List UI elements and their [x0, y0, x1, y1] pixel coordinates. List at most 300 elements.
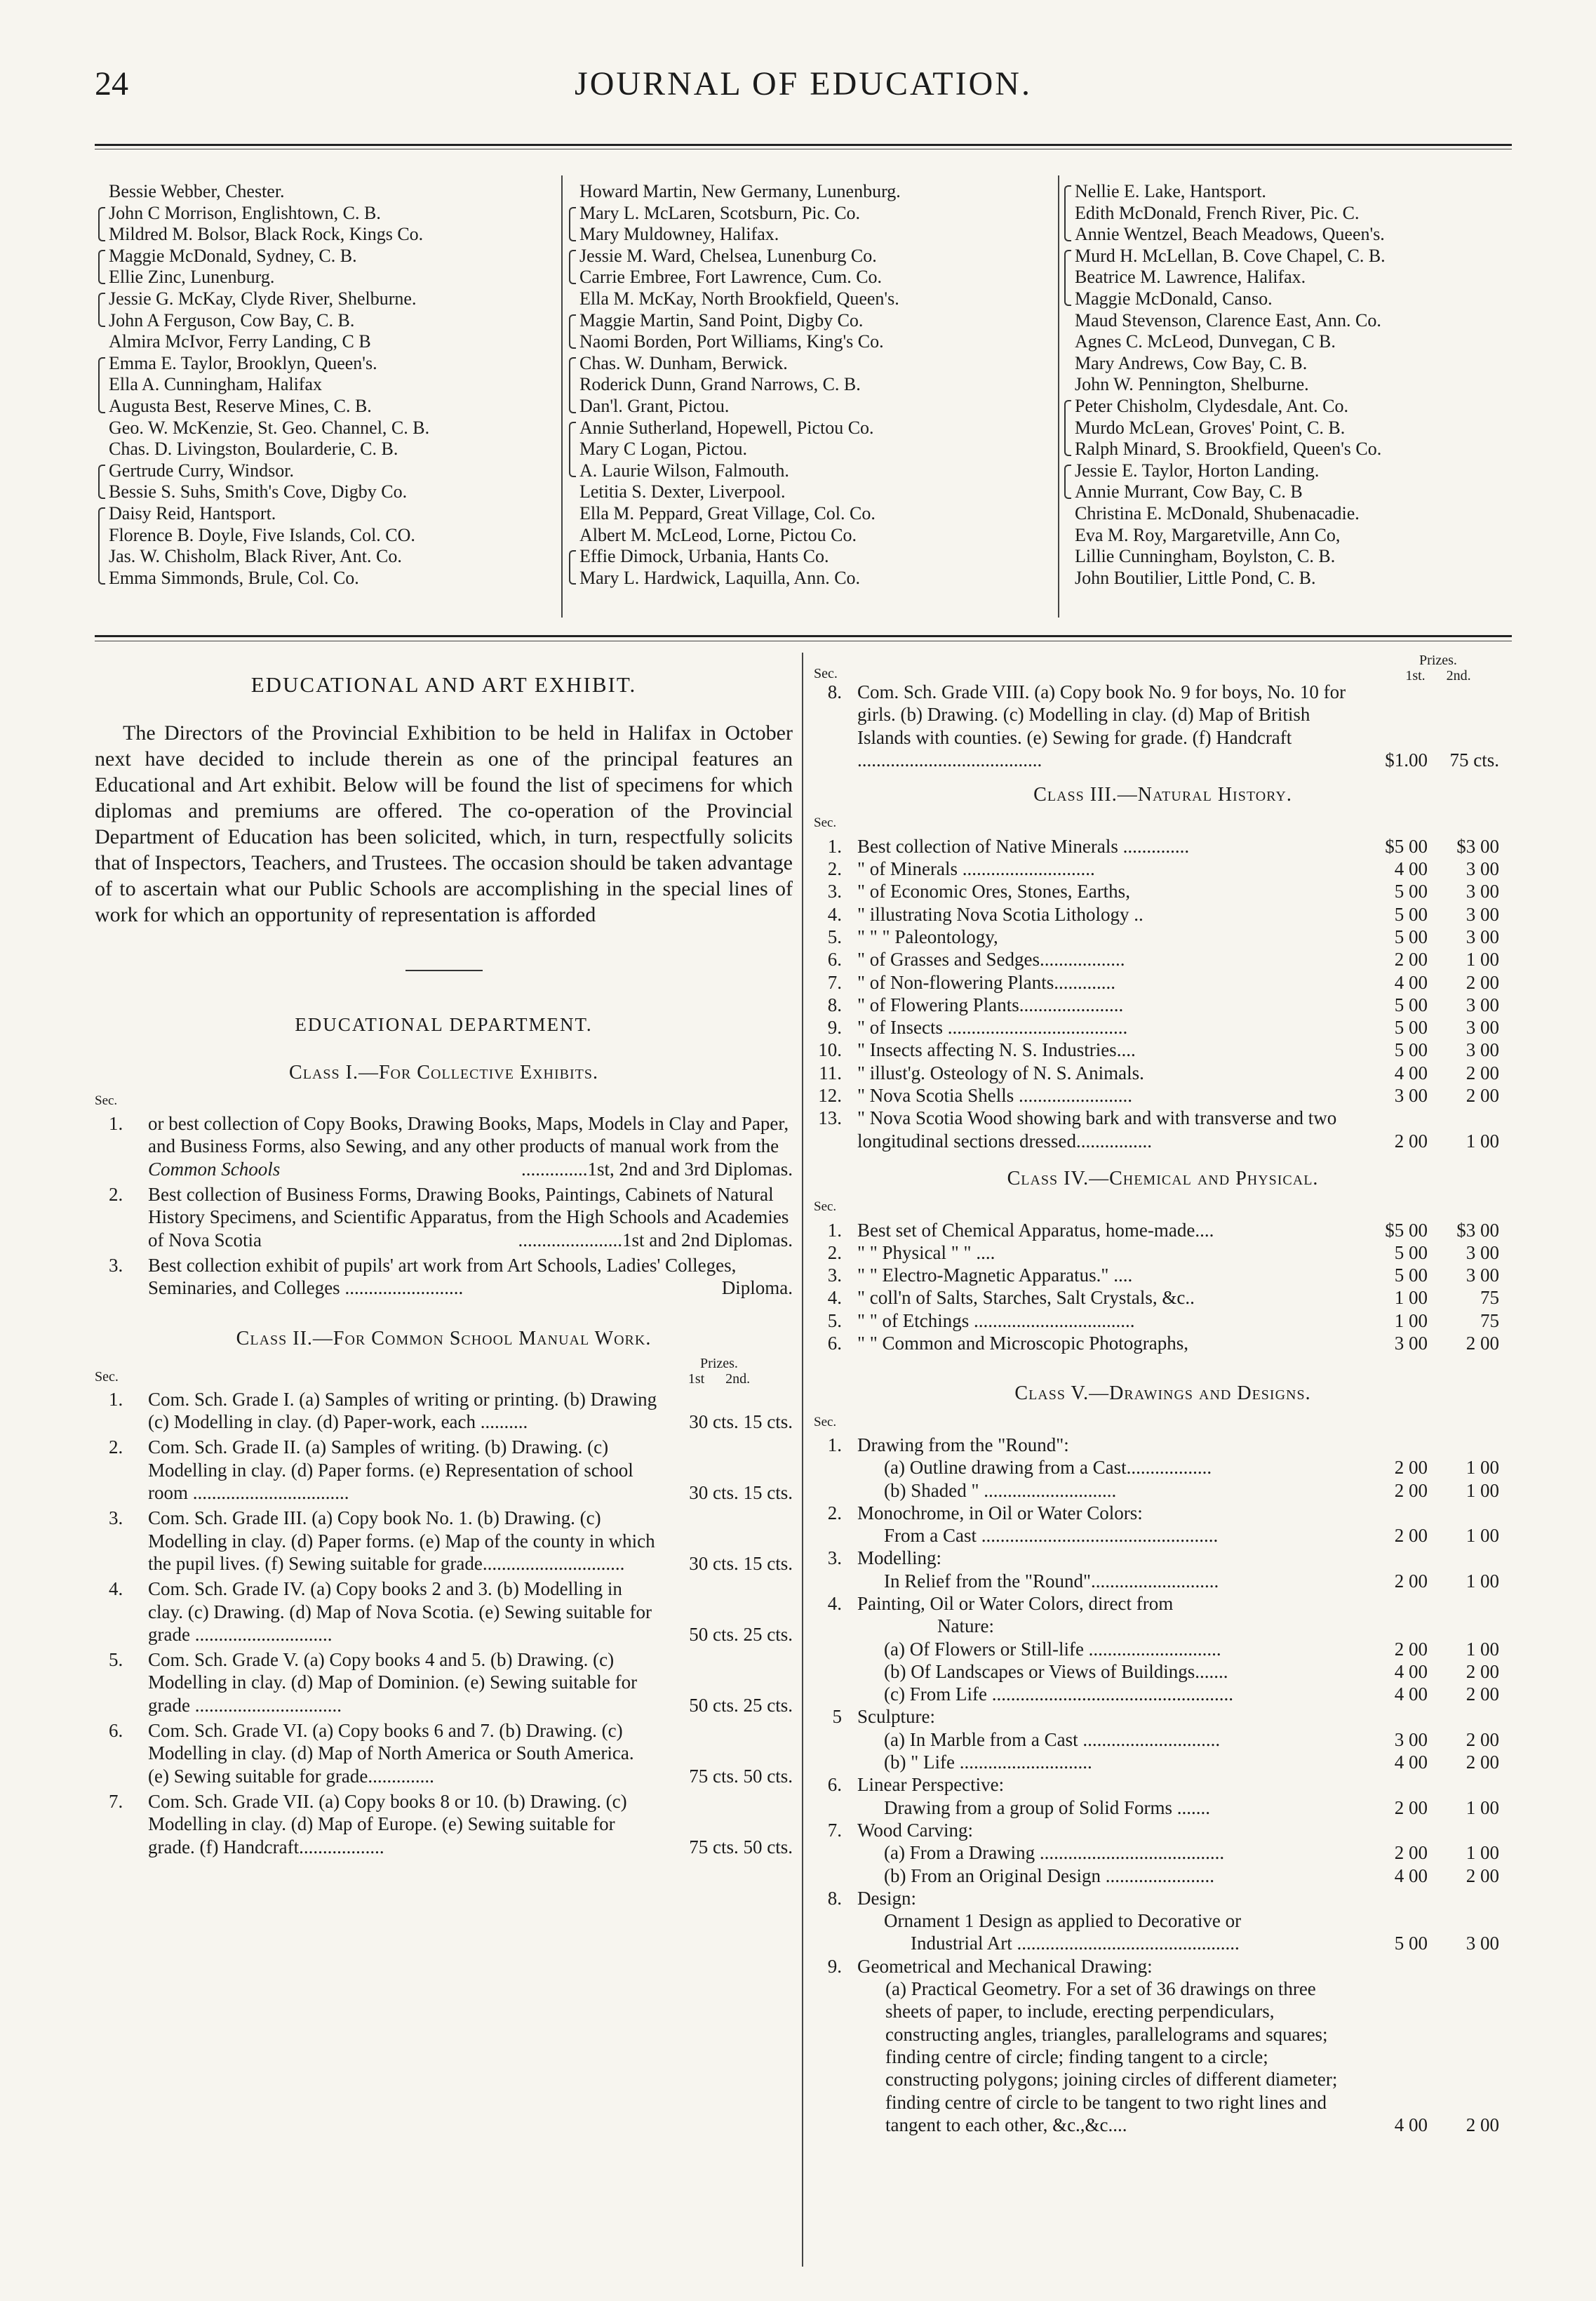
class-5-row — [814, 1841, 1512, 1864]
entry-text: Com. Sch. Grade III. (a) Copy book No. 1. (b) Drawing. (c) Modelling in clay. (d) Paper forms. (e) Map of the county in which the pupil lives. (f) Sewing suitable for grade.............................. — [148, 1507, 655, 1574]
entry-prize: ..............1st, 2nd and 3rd Diplomas. — [521, 1158, 793, 1180]
class-4-row — [814, 1309, 1512, 1332]
class-5-row — [814, 1819, 1512, 1841]
name-entry: Jas. W. Chisholm, Black River, Ant. Co. — [109, 546, 402, 567]
class-5-row — [814, 1728, 1512, 1751]
row-prize-1: 4 00 — [1394, 971, 1428, 993]
row-prize-2: 2 00 — [1466, 1333, 1499, 1354]
row-number: 9. — [827, 1955, 842, 1977]
class-5-row — [814, 1502, 1512, 1524]
row-description: Nature: — [937, 1615, 994, 1637]
row-prize-2: 3 00 — [1466, 858, 1499, 880]
section-8-text: Com. Sch. Grade VIII. (a) Copy book No. 9 for boys, No. 10 for girls. (b) Drawing. (c) Modelling in clay. (d) Map of British Islands with counties. (e) Sewing for grade. (f) Handcraft ....................................... — [857, 681, 1346, 771]
row-number: 4. — [827, 1592, 842, 1614]
class-5-list — [814, 1434, 1512, 1977]
section-8-entry — [814, 681, 1512, 771]
class-5-row — [814, 1751, 1512, 1773]
name-entry: Bessie S. Suhs, Smith's Cove, Digby Co. — [109, 481, 408, 502]
row-prize-2: 3 00 — [1466, 1241, 1499, 1263]
row-prize-2: 3 00 — [1466, 926, 1499, 947]
row-description: (a) From a Drawing ....................................... — [884, 1842, 1225, 1864]
name-entry: Emma E. Taylor, Brooklyn, Queen's. — [109, 352, 377, 373]
row-prize-1: 3 00 — [1394, 1728, 1428, 1750]
row-prize-1: 4 00 — [1394, 858, 1428, 880]
class-5-row — [814, 1524, 1512, 1547]
intro-paragraph: The Directors of the Provincial Exhibition to be held in Halifax in October next have decided to include therein as one of the principal features an Educational and Art exhibit. Below will be found the list of specimens for which diplomas and premiums are offered. The co-operation of the Provincial Department of Education has been solicited, which, in turn, respectfully solicits that of Inspectors, Teachers, and Trustees. The occasion should be taken advantage of to ascertain what our Public Schools are accomplishing in the special lines of work for which an opportunity of representation is afforded — [95, 721, 793, 927]
entry-number: 4. — [109, 1578, 123, 1600]
section-8-prize-1: $1.00 — [1385, 749, 1428, 771]
section-9a-prize-2: 2 00 — [1466, 2114, 1499, 2135]
right-prize-cols: 1st. 2nd. — [1405, 668, 1471, 683]
name-entry: Mary L. McLaren, Scotsburn, Pic. Co. — [579, 202, 861, 223]
name-entry: Jessie G. McKay, Clyde River, Shelburne. — [109, 288, 417, 309]
row-description: (b) Shaded " ............................ — [884, 1479, 1117, 1501]
class-2-prizes-label: Prizes. — [700, 1355, 738, 1371]
entry-number: 7. — [109, 1790, 123, 1812]
right-column-header — [814, 653, 1512, 681]
class-4-title: Class IV.—Chemical and Physical. — [1007, 1167, 1319, 1189]
name-entry: Ella M. Peppard, Great Village, Col. Co. — [579, 502, 876, 523]
names-separator-2 — [1058, 175, 1059, 618]
name-group — [567, 203, 1051, 246]
class-2-entry — [95, 1507, 793, 1575]
name-entry: Mary Andrews, Cow Bay, C. B. — [1075, 352, 1308, 373]
page-header — [95, 65, 1512, 114]
row-description: " of Economic Ores, Stones, Earths, — [857, 881, 1130, 902]
class-5-row — [814, 1434, 1512, 1456]
name-entry: Agnes C. McLeod, Dunvegan, C B. — [1075, 331, 1336, 352]
name-entry: Maggie Martin, Sand Point, Digby Co. — [579, 309, 864, 331]
row-number: 2. — [827, 1241, 842, 1263]
section-8-number: 8. — [827, 681, 842, 702]
class-3-title: Class III.—Natural History. — [1033, 784, 1292, 806]
name-entry: Daisy Reid, Hantsport. — [109, 502, 276, 523]
name-group — [1062, 181, 1511, 246]
row-prize-2: 2 00 — [1466, 1752, 1499, 1773]
row-number: 5 — [832, 1706, 842, 1728]
name-entry: Annie Sutherland, Hopewell, Pictou Co. — [579, 417, 874, 438]
entry-prize: 50 cts. 25 cts. — [689, 1623, 793, 1645]
class-3-row — [814, 903, 1512, 926]
class-2-list — [95, 1388, 793, 1858]
name-entry: John A Ferguson, Cow Bay, C. B. — [109, 309, 355, 331]
right-sec-label: Sec. — [814, 666, 838, 681]
row-description: Drawing from the "Round": — [857, 1434, 1069, 1455]
row-number: 6. — [827, 1774, 842, 1796]
row-prize-2: 75 — [1480, 1309, 1499, 1331]
class-1-list — [95, 1112, 793, 1299]
name-entry: Annie Murrant, Cow Bay, C. B — [1075, 481, 1303, 502]
right-prizes-header — [1379, 653, 1498, 683]
class-3-row — [814, 1016, 1512, 1039]
page-number: 24 — [95, 65, 128, 102]
names-column-2 — [567, 181, 1051, 589]
class-4-row — [814, 1264, 1512, 1286]
row-prize-2: 1 00 — [1466, 949, 1499, 971]
entry-text: Com. Sch. Grade VII. (a) Copy books 8 or 10. (b) Drawing. (c) Modelling in clay. (d) Map of Europe. (e) Sewing suitable for grade. (f) Handcraft.................. — [148, 1790, 627, 1858]
class-4-list — [814, 1219, 1512, 1355]
row-number: 7. — [827, 1819, 842, 1841]
name-entry: Roderick Dunn, Grand Narrows, C. B. — [579, 374, 861, 395]
row-number: 6. — [827, 1333, 842, 1354]
class-5-sec-label: Sec. — [814, 1414, 837, 1429]
row-description: (c) From Life ................................................... — [884, 1683, 1233, 1705]
entry-number: 5. — [109, 1649, 123, 1671]
name-group — [567, 418, 1051, 482]
class-3-row — [814, 1084, 1512, 1107]
row-number: 10. — [818, 1039, 842, 1061]
entry-prize: 30 cts. 15 cts. — [689, 1552, 793, 1574]
name-entry: Maggie McDonald, Canso. — [1075, 288, 1273, 309]
row-description: " Insects affecting N. S. Industries.... — [857, 1039, 1136, 1061]
name-entry: Letitia S. Dexter, Liverpool. — [579, 481, 786, 502]
row-prize-2: 2 00 — [1466, 1865, 1499, 1886]
class-3-row — [814, 948, 1512, 971]
name-entry: Chas. D. Livingston, Boularderie, C. B. — [109, 439, 398, 460]
row-description: " of Non-flowering Plants............. — [857, 971, 1115, 993]
row-prize-2: 1 00 — [1466, 1638, 1499, 1660]
names-column-3 — [1062, 181, 1511, 589]
name-entry: Murd H. McLellan, B. Cove Chapel, C. B. — [1075, 245, 1386, 266]
row-prize-2: 2 00 — [1466, 1062, 1499, 1083]
name-entry: Murdo McLean, Groves' Point, C. B. — [1075, 417, 1346, 438]
name-entry: Gertrude Curry, Windsor. — [109, 460, 294, 481]
class-5-row — [814, 1773, 1512, 1796]
name-group — [96, 353, 556, 418]
class-1-entry — [95, 1183, 793, 1251]
name-group — [567, 246, 1051, 288]
row-description: " of Grasses and Sedges.................. — [857, 949, 1125, 971]
name-entry: Augusta Best, Reserve Mines, C. B. — [109, 395, 372, 416]
name-entry: Ella A. Cunningham, Halifax — [109, 374, 323, 395]
row-description: Drawing from a group of Solid Forms ....... — [884, 1796, 1210, 1818]
class-2-title: Class II.—For Common School Manual Work. — [236, 1327, 652, 1349]
row-prize-1: 2 00 — [1394, 1842, 1428, 1864]
entry-number: 2. — [109, 1436, 123, 1458]
row-description: " " " Paleontology, — [857, 926, 998, 947]
row-description: " of Minerals ............................ — [857, 858, 1095, 880]
name-entry: Mary Muldowney, Halifax. — [579, 224, 779, 245]
row-description: Best collection of Native Minerals .............. — [857, 835, 1190, 857]
row-description: Wood Carving: — [857, 1819, 974, 1841]
row-prize-2: 1 00 — [1466, 1525, 1499, 1547]
row-prize-1: 5 00 — [1394, 926, 1428, 947]
row-prize-1: 4 00 — [1394, 1683, 1428, 1705]
entry-number: 3. — [109, 1254, 123, 1276]
name-group — [567, 310, 1051, 353]
class-3-section-13 — [814, 1107, 1512, 1152]
class-4-sec-label: Sec. — [814, 1199, 837, 1215]
row-prize-1: 5 00 — [1394, 1933, 1428, 1954]
section-13-text: " Nova Scotia Wood showing bark and with transverse and two longitudinal sections dressed................ — [857, 1107, 1337, 1152]
class-5-row — [814, 1705, 1512, 1728]
row-prize-2: 1 00 — [1466, 1796, 1499, 1818]
row-prize-1: 5 00 — [1394, 1265, 1428, 1286]
class-4-row — [814, 1286, 1512, 1309]
class-3-row — [814, 994, 1512, 1016]
row-prize-1: 3 00 — [1394, 1085, 1428, 1107]
entry-text: Com. Sch. Grade II. (a) Samples of writing. (b) Drawing. (c) Modelling in clay. (d) Paper forms. (e) Representation of school room ................................. — [148, 1436, 633, 1504]
name-group — [567, 546, 1051, 589]
name-entry: Eva M. Roy, Margaretville, Ann Co, — [1075, 524, 1341, 545]
entry-number: 2. — [109, 1184, 123, 1206]
class-5-row — [814, 1660, 1512, 1683]
row-description: " " Electro-Magnetic Apparatus." .... — [857, 1265, 1133, 1286]
class-3-row — [814, 1039, 1512, 1061]
row-prize-1: 3 00 — [1394, 1333, 1428, 1354]
row-prize-1: 2 00 — [1394, 1638, 1428, 1660]
row-description: From a Cast .................................................. — [884, 1525, 1219, 1547]
row-number: 1. — [827, 1434, 842, 1455]
row-prize-2: 2 00 — [1466, 1085, 1499, 1107]
class-5-row — [814, 1547, 1512, 1569]
class-3-row — [814, 880, 1512, 902]
row-prize-2: 2 00 — [1466, 971, 1499, 993]
class-2-entry — [95, 1578, 793, 1646]
row-description: " of Insects ...................................... — [857, 1017, 1128, 1039]
class-1-entry — [95, 1254, 793, 1300]
section-13-prize-2: 1 00 — [1466, 1130, 1499, 1152]
row-prize-1: $5 00 — [1385, 835, 1428, 857]
row-description: Modelling: — [857, 1547, 941, 1569]
entry-description: Best collection of Business Forms, Drawing Books, Paintings, Cabinets of Natural History Specimens, and Scientific Apparatus, from the High Schools and Academies of Nova Scotia — [148, 1184, 789, 1250]
row-description: " coll'n of Salts, Starches, Salt Crystals, &c.. — [857, 1287, 1195, 1309]
entry-prize: 30 cts. 15 cts. — [689, 1482, 793, 1504]
name-entry: Jessie E. Taylor, Horton Landing. — [1075, 460, 1320, 481]
entry-number: 1. — [109, 1113, 123, 1135]
name-entry: Florence B. Doyle, Five Islands, Col. CO. — [109, 524, 415, 545]
row-number: 7. — [827, 971, 842, 993]
class-5-row — [814, 1796, 1512, 1819]
row-prize-2: 2 00 — [1466, 1683, 1499, 1705]
row-description: " " of Etchings .................................. — [857, 1309, 1135, 1331]
class-4-row — [814, 1241, 1512, 1264]
section-9a-entry — [814, 1977, 1512, 2136]
row-number: 1. — [827, 1219, 842, 1241]
row-description: Ornament 1 Design as applied to Decorative or — [884, 1910, 1242, 1932]
class-2-entry — [95, 1388, 793, 1434]
row-prize-1: 4 00 — [1394, 1660, 1428, 1682]
row-description: Industrial Art ............................................... — [911, 1933, 1240, 1954]
name-entry: Nellie E. Lake, Hantsport. — [1075, 181, 1266, 201]
row-description: Monochrome, in Oil or Water Colors: — [857, 1502, 1143, 1523]
name-group — [96, 203, 556, 246]
right-prizes-label: Prizes. — [1419, 653, 1457, 668]
row-number: 4. — [827, 903, 842, 925]
class-1-entry — [95, 1112, 793, 1180]
row-description: " illustrating Nova Scotia Lithology .. — [857, 903, 1144, 925]
row-description: Painting, Oil or Water Colors, direct from — [857, 1592, 1174, 1614]
name-entry: Geo. W. McKenzie, St. Geo. Channel, C. B. — [109, 417, 430, 438]
name-entry: Carrie Embree, Fort Lawrence, Cum. Co. — [579, 267, 883, 288]
name-entry: Mary L. Hardwick, Laquilla, Ann. Co. — [579, 567, 861, 588]
class-3-row — [814, 971, 1512, 994]
row-prize-1: 5 00 — [1394, 903, 1428, 925]
entry-prize: 75 cts. 50 cts. — [689, 1765, 793, 1787]
row-number: 2. — [827, 858, 842, 880]
entry-description: or best collection of Copy Books, Drawing Books, Maps, Models in Clay and Paper, and Business Forms, also Sewing, and any other products of manual work from the — [148, 1113, 789, 1157]
department-title: EDUCATIONAL DEPARTMENT. — [295, 1014, 593, 1036]
left-column — [95, 653, 793, 1861]
row-prize-1: 2 00 — [1394, 1570, 1428, 1592]
name-entry: A. Laurie Wilson, Falmouth. — [579, 460, 789, 481]
row-prize-2: 2 00 — [1466, 1728, 1499, 1750]
entry-prize: ......................1st and 2nd Diplomas. — [518, 1229, 793, 1250]
row-prize-1: 5 00 — [1394, 881, 1428, 902]
name-entry: Lillie Cunningham, Boylston, C. B. — [1075, 546, 1336, 567]
row-number: 6. — [827, 949, 842, 971]
row-prize-1: 4 00 — [1394, 1752, 1428, 1773]
class-3-list — [814, 835, 1512, 1107]
row-number: 3. — [827, 1265, 842, 1286]
name-entry: Maggie McDonald, Sydney, C. B. — [109, 245, 357, 266]
class-5-row — [814, 1638, 1512, 1660]
row-description: " of Flowering Plants...................... — [857, 994, 1124, 1015]
row-description: Linear Perspective: — [857, 1774, 1005, 1796]
name-entry: Beatrice M. Lawrence, Halifax. — [1075, 267, 1306, 288]
class-1-title: Class I.—For Collective Exhibits. — [289, 1061, 598, 1083]
row-description: (a) Outline drawing from a Cast.................. — [884, 1457, 1212, 1479]
row-number: 5. — [827, 1309, 842, 1331]
name-entry: Dan'l. Grant, Pictou. — [579, 395, 730, 416]
row-prize-2: 3 00 — [1466, 994, 1499, 1015]
name-entry: Jessie M. Ward, Chelsea, Lunenburg Co. — [579, 245, 877, 266]
name-entry: Annie Wentzel, Beach Meadows, Queen's. — [1075, 224, 1385, 245]
row-prize-2: 75 — [1480, 1287, 1499, 1309]
entry-text: Com. Sch. Grade V. (a) Copy books 4 and 5. (b) Drawing. (c) Modelling in clay. (d) Map of Dominion. (e) Sewing suitable for grade ............................... — [148, 1649, 638, 1716]
row-description: Design: — [857, 1887, 916, 1909]
entry-number: 3. — [109, 1507, 123, 1529]
row-description: In Relief from the "Round"........................... — [884, 1570, 1219, 1592]
row-number: 8. — [827, 1887, 842, 1909]
row-number: 1. — [827, 835, 842, 857]
row-prize-1: 5 00 — [1394, 1039, 1428, 1061]
row-prize-2: 3 00 — [1466, 1933, 1499, 1954]
row-description: (b) From an Original Design ....................... — [884, 1865, 1214, 1886]
class-5-row — [814, 1887, 1512, 1909]
class-2-entry — [95, 1648, 793, 1716]
name-entry: Ralph Minard, S. Brookfield, Queen's Co. — [1075, 439, 1382, 460]
name-entry: Christina E. McDonald, Shubenacadie. — [1075, 502, 1360, 523]
row-description: " Nova Scotia Shells ........................ — [857, 1085, 1133, 1107]
entry-number: 6. — [109, 1720, 123, 1742]
entry-text — [148, 1254, 793, 1300]
row-number: 5. — [827, 926, 842, 947]
row-prize-2: 1 00 — [1466, 1479, 1499, 1501]
row-description: " illust'g. Osteology of N. S. Animals. — [857, 1062, 1144, 1083]
class-5-row — [814, 1570, 1512, 1592]
section-8-prize-2: 75 cts. — [1449, 749, 1499, 771]
class-2-entry — [95, 1719, 793, 1787]
class-4-row — [814, 1332, 1512, 1354]
name-entry: Mary C Logan, Pictou. — [579, 439, 748, 460]
name-entry: Ella M. McKay, North Brookfield, Queen's. — [579, 288, 899, 309]
row-description: (a) Of Flowers or Still-life ............................ — [884, 1638, 1221, 1660]
section-9a-text: (a) Practical Geometry. For a set of 36 drawings on three sheets of paper, to include, erecting perpendiculars, constructing angles, triangles, parallelograms and squares; finding centre of circle; finding tangent to a circle; constructing polygons; joining circles of different diameter; finding centre of circle to be tangent to two right lines and tangent to each other, &c.,&c.... — [885, 1978, 1338, 2135]
class-3-row — [814, 926, 1512, 948]
section-13-prize-1: 2 00 — [1394, 1130, 1428, 1152]
name-group — [96, 288, 556, 331]
name-entry: Bessie Webber, Chester. — [109, 181, 285, 201]
right-column — [814, 653, 1512, 2136]
row-number: 3. — [827, 1547, 842, 1569]
names-column-1 — [96, 181, 556, 589]
name-entry: Chas. W. Dunham, Berwick. — [579, 352, 788, 373]
name-entry: Howard Martin, New Germany, Lunenburg. — [579, 181, 901, 201]
class-5-row — [814, 1683, 1512, 1705]
exhibit-title: EDUCATIONAL AND ART EXHIBIT. — [250, 672, 637, 697]
class-2-column-header — [95, 1356, 793, 1388]
name-group — [96, 246, 556, 288]
row-prize-2: 3 00 — [1466, 881, 1499, 902]
class-5-row — [814, 1909, 1512, 1932]
row-description: " " Common and Microscopic Photographs, — [857, 1333, 1188, 1354]
row-prize-1: 5 00 — [1394, 994, 1428, 1015]
entry-text: Com. Sch. Grade I. (a) Samples of writing or printing. (b) Drawing (c) Modelling in clay. (d) Paper-work, each .......... — [148, 1388, 657, 1433]
row-prize-2: 3 00 — [1466, 1265, 1499, 1286]
row-prize-1: $5 00 — [1385, 1219, 1428, 1241]
row-description: (a) In Marble from a Cast ............................. — [884, 1728, 1221, 1750]
entry-text — [148, 1112, 793, 1180]
row-prize-1: 1 00 — [1394, 1287, 1428, 1309]
class-5-row — [814, 1479, 1512, 1502]
class-2-entry — [95, 1436, 793, 1504]
row-description: (b) Of Landscapes or Views of Buildings....... — [884, 1660, 1228, 1682]
row-prize-2: 3 00 — [1466, 1039, 1499, 1061]
row-prize-1: 2 00 — [1394, 1479, 1428, 1501]
class-3-row — [814, 1062, 1512, 1084]
class-5-title: Class V.—Drawings and Designs. — [1014, 1382, 1311, 1405]
row-description: " " Physical " " .... — [857, 1241, 995, 1263]
class-5-row — [814, 1865, 1512, 1887]
name-group — [567, 353, 1051, 418]
row-prize-2: $3 00 — [1456, 835, 1499, 857]
row-description: Sculpture: — [857, 1706, 935, 1728]
class-5-row — [814, 1456, 1512, 1479]
name-group — [1062, 246, 1511, 310]
entry-prize: Diploma. — [721, 1277, 793, 1299]
class-4-row — [814, 1219, 1512, 1241]
row-number: 4. — [827, 1287, 842, 1309]
entry-prize: 50 cts. 25 cts. — [689, 1694, 793, 1716]
class-2-entry — [95, 1790, 793, 1858]
name-group — [96, 503, 556, 589]
name-entry: Naomi Borden, Port Williams, King's Co. — [579, 331, 884, 352]
row-prize-1: 2 00 — [1394, 1796, 1428, 1818]
class-1-sec-label: Sec. — [95, 1093, 118, 1108]
row-number: 3. — [827, 881, 842, 902]
entry-text — [148, 1183, 793, 1251]
name-entry: John W. Pennington, Shelburne. — [1075, 374, 1309, 395]
names-separator-1 — [561, 175, 563, 618]
row-description: Geometrical and Mechanical Drawing: — [857, 1955, 1153, 1977]
section-divider — [405, 970, 483, 971]
row-prize-1: 4 00 — [1394, 1062, 1428, 1083]
name-entry: Emma Simmonds, Brule, Col. Co. — [109, 567, 359, 588]
class-3-sec-label: Sec. — [814, 815, 837, 831]
class-3-row — [814, 858, 1512, 880]
row-prize-2: 1 00 — [1466, 1570, 1499, 1592]
names-bottom-rule — [95, 635, 1512, 637]
name-group — [96, 460, 556, 503]
row-prize-1: 5 00 — [1394, 1017, 1428, 1039]
name-entry: Mildred M. Bolsor, Black Rock, Kings Co. — [109, 224, 424, 245]
class-5-row — [814, 1955, 1512, 1977]
name-group — [1062, 396, 1511, 460]
name-entry: John C Morrison, Englishtown, C. B. — [109, 202, 381, 223]
section-9a-prize-1: 4 00 — [1394, 2114, 1428, 2135]
name-entry: John Boutilier, Little Pond, C. B. — [1075, 567, 1316, 588]
